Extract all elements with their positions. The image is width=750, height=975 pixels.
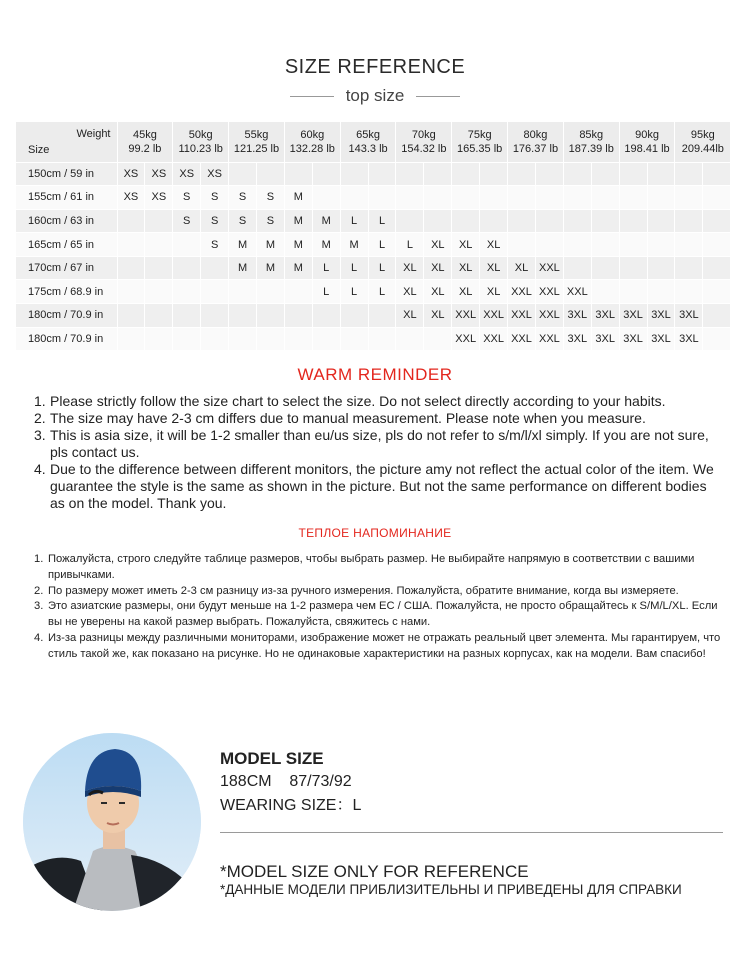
size-cell [452, 162, 480, 186]
size-cell [703, 186, 731, 210]
subtitle-divider-right [416, 96, 460, 97]
size-cell [703, 327, 731, 351]
height-label: 180cm / 70.9 in [16, 304, 117, 328]
size-cell: M [284, 233, 312, 257]
size-cell: L [368, 233, 396, 257]
size-cell [312, 327, 340, 351]
weight-lb: 110.23 lb [178, 142, 223, 155]
table-row [16, 304, 731, 328]
size-cell: XXL [535, 280, 563, 304]
size-cell: XL [424, 280, 452, 304]
weight-kg: 50kg [188, 128, 213, 141]
size-cell [340, 186, 368, 210]
size-cell [508, 209, 536, 233]
size-cell: XS [117, 162, 145, 186]
size-cell [396, 209, 424, 233]
warm-reminder-ru-list [34, 552, 734, 663]
size-cell [201, 280, 229, 304]
size-cell [340, 304, 368, 328]
model-reference-note-ru: *ДАННЫЕ МОДЕЛИ ПРИБЛИЗИТЕЛЬНЫ И ПРИВЕДЕНЫ ДЛЯ СПРАВКИ [220, 882, 682, 897]
size-cell [256, 304, 284, 328]
list-item: 2. The size may have 2-3 cm differs due to manual measurement. Please note when you measure. [34, 410, 646, 426]
size-cell [256, 280, 284, 304]
size-cell [229, 162, 257, 186]
weight-kg: 70kg [411, 128, 436, 141]
size-cell [703, 233, 731, 257]
size-cell [396, 186, 424, 210]
size-cell [647, 280, 675, 304]
size-cell: L [368, 209, 396, 233]
weight-header-cell [563, 122, 619, 162]
list-item: 1. Please strictly follow the size chart to select the size. Do not select directly according to your habits. [34, 393, 666, 409]
size-cell: 3XL [591, 327, 619, 351]
size-cell [647, 233, 675, 257]
size-cell [675, 256, 703, 280]
size-cell: M [312, 233, 340, 257]
size-cell [145, 209, 173, 233]
size-cell [480, 209, 508, 233]
size-cell: XS [201, 162, 229, 186]
height-label: 170cm / 67 in [16, 256, 117, 280]
size-cell: L [368, 280, 396, 304]
size-cell [619, 162, 647, 186]
size-cell: XS [145, 186, 173, 210]
weight-kg: 75kg [467, 128, 492, 141]
weight-lb: 143.3 lb [348, 142, 388, 155]
size-cell: L [396, 233, 424, 257]
size-cell [675, 162, 703, 186]
weight-kg: 85kg [579, 128, 604, 141]
size-cell [312, 186, 340, 210]
weight-lb: 121.25 lb [233, 142, 280, 155]
weight-lb: 99.2 lb [128, 142, 162, 155]
list-item: 3. This is asia size, it will be 1-2 smaller than eu/us size, pls do not refer to s/m/l/xl simply. If you are not sure, pls contact us. [34, 427, 709, 460]
table-corner-cell [16, 122, 117, 162]
size-cell [591, 280, 619, 304]
size-cell [117, 256, 145, 280]
size-cell [312, 304, 340, 328]
size-cell [117, 280, 145, 304]
weight-kg: 95kg [690, 128, 715, 141]
table-row [16, 256, 731, 280]
size-cell: S [201, 233, 229, 257]
size-cell: M [284, 256, 312, 280]
size-cell: L [312, 280, 340, 304]
size-cell: XL [424, 256, 452, 280]
size-cell [591, 233, 619, 257]
size-cell: M [284, 186, 312, 210]
size-cell: S [173, 186, 201, 210]
table-row [16, 209, 731, 233]
size-cell [563, 209, 591, 233]
model-wearing-size: WEARING SIZE：L [220, 797, 362, 814]
size-cell: 3XL [563, 304, 591, 328]
list-item: 1. Пожалуйста, строго следуйте таблице размеров, чтобы выбрать размер. Не выбирайте напрямую в соответствии с вашими привычками. [34, 553, 695, 581]
size-cell [647, 256, 675, 280]
weight-lb: 132.28 lb [289, 142, 335, 155]
size-cell [145, 233, 173, 257]
size-cell: XS [145, 162, 173, 186]
size-cell: XL [424, 233, 452, 257]
size-cell [619, 186, 647, 210]
size-cell: L [368, 256, 396, 280]
size-cell [173, 233, 201, 257]
weight-kg: 60kg [300, 128, 325, 141]
size-cell: 3XL [619, 304, 647, 328]
weight-lb: 176.37 lb [512, 142, 559, 155]
size-cell [424, 327, 452, 351]
size-cell [619, 280, 647, 304]
size-cell [675, 233, 703, 257]
model-size-title: MODEL SIZE [220, 749, 324, 768]
size-cell: L [340, 256, 368, 280]
size-cell: XS [117, 186, 145, 210]
size-cell: 3XL [675, 327, 703, 351]
size-cell: 3XL [591, 304, 619, 328]
size-cell: L [340, 209, 368, 233]
weight-kg: 45kg [132, 128, 157, 141]
size-cell [284, 280, 312, 304]
size-cell [535, 209, 563, 233]
size-cell: S [229, 209, 257, 233]
size-cell: S [256, 186, 284, 210]
weight-header-cell [619, 122, 675, 162]
size-cell [396, 162, 424, 186]
size-cell [535, 233, 563, 257]
size-cell: XXL [535, 256, 563, 280]
size-cell: XS [173, 162, 201, 186]
size-cell [284, 304, 312, 328]
weight-header-label: Weight [76, 128, 111, 140]
size-cell [201, 304, 229, 328]
size-cell [229, 304, 257, 328]
list-item: 4. Из-за разницы между различными мониторами, изображение может не отражать реальный цвет элемента. Мы гарантируем, что стиль такой же, как показано на рисунке. Но не одинаковые характеристики на разных корпусах, как на модели. Вам спасибо! [34, 631, 721, 660]
size-cell [117, 327, 145, 351]
size-cell [368, 162, 396, 186]
weight-lb: 154.32 lb [401, 142, 447, 155]
size-header-label: Size [28, 143, 50, 156]
model-photo [23, 733, 201, 911]
warm-reminder-title: WARM REMINDER [297, 365, 453, 384]
size-cell: XXL [452, 304, 480, 328]
size-cell: M [256, 233, 284, 257]
weight-header-cell [284, 122, 340, 162]
list-item: 3. Это азиатские размеры, они будут меньше на 1-2 размера чем ЕС / США. Пожалуйста, не просто обращайтесь к S/M/L/XL. Если вы не уверены на какой размер выбрать. Пожалуйста, свяжитесь с нами. [34, 600, 718, 629]
size-cell [424, 209, 452, 233]
size-cell: L [312, 256, 340, 280]
size-cell [117, 304, 145, 328]
size-cell: XL [480, 233, 508, 257]
size-cell [340, 162, 368, 186]
size-cell [424, 162, 452, 186]
size-cell [563, 233, 591, 257]
size-cell: S [229, 186, 257, 210]
weight-header-cell [675, 122, 731, 162]
size-cell [675, 209, 703, 233]
size-cell [703, 304, 731, 328]
weight-lb: 209.44lb [681, 142, 724, 155]
weight-header-cell [229, 122, 285, 162]
section-divider [220, 832, 723, 833]
size-cell [256, 162, 284, 186]
size-cell: XXL [535, 327, 563, 351]
size-cell: M [229, 256, 257, 280]
page-subtitle: top size [345, 86, 405, 105]
size-cell [591, 162, 619, 186]
size-cell: XL [508, 256, 536, 280]
size-cell: M [284, 209, 312, 233]
size-cell: XXL [480, 327, 508, 351]
size-cell: XXL [508, 304, 536, 328]
table-row [16, 280, 731, 304]
weight-kg: 55kg [244, 128, 269, 141]
size-cell [591, 186, 619, 210]
size-cell: XL [452, 280, 480, 304]
size-cell [284, 327, 312, 351]
weight-header-cell [452, 122, 508, 162]
size-cell: 3XL [675, 304, 703, 328]
table-row [16, 233, 731, 257]
size-cell [591, 209, 619, 233]
size-cell [312, 162, 340, 186]
size-cell [480, 162, 508, 186]
table-row [16, 327, 731, 351]
size-cell: XL [480, 280, 508, 304]
size-cell: XXL [535, 304, 563, 328]
size-cell [173, 304, 201, 328]
weight-header-cell [173, 122, 229, 162]
size-cell [145, 327, 173, 351]
size-cell: S [201, 209, 229, 233]
size-cell [619, 233, 647, 257]
size-cell [703, 209, 731, 233]
size-cell [619, 209, 647, 233]
weight-kg: 65kg [356, 128, 380, 141]
size-cell [145, 256, 173, 280]
weight-lb: 165.35 lb [457, 142, 503, 155]
size-cell [452, 186, 480, 210]
weight-kg: 80kg [523, 128, 548, 141]
size-cell [480, 186, 508, 210]
size-cell [368, 186, 396, 210]
model-measurements: 188CM 87/73/92 [220, 773, 352, 790]
height-label: 165cm / 65 in [16, 233, 117, 257]
size-cell: M [340, 233, 368, 257]
weight-header-cell [396, 122, 452, 162]
height-label: 150cm / 59 in [16, 162, 117, 186]
size-cell: XL [480, 256, 508, 280]
size-cell [647, 162, 675, 186]
page-title: SIZE REFERENCE [284, 56, 466, 78]
size-cell [647, 209, 675, 233]
size-cell [619, 256, 647, 280]
list-item: 4. Due to the difference between different monitors, the picture amy not reflect the actual color of the item. We guarantee the style is the same as shown in the picture. But not the same performance on different bodies as on the model. Thank you. [34, 461, 714, 511]
size-cell [703, 256, 731, 280]
size-cell [563, 186, 591, 210]
size-cell [452, 209, 480, 233]
size-cell: 3XL [563, 327, 591, 351]
size-cell: S [201, 186, 229, 210]
size-cell: XL [452, 256, 480, 280]
size-cell [368, 304, 396, 328]
height-label: 175cm / 68.9 in [16, 280, 117, 304]
weight-header-cell [340, 122, 396, 162]
size-cell [229, 280, 257, 304]
weight-header-cell [508, 122, 564, 162]
size-cell [563, 256, 591, 280]
size-cell [117, 233, 145, 257]
size-cell [368, 327, 396, 351]
height-label: 180cm / 70.9 in [16, 327, 117, 351]
subtitle-divider-left [290, 96, 334, 97]
size-cell [675, 186, 703, 210]
table-row [16, 186, 731, 210]
size-cell: XL [452, 233, 480, 257]
size-cell: XXL [452, 327, 480, 351]
size-cell [703, 162, 731, 186]
height-label: 160cm / 63 in [16, 209, 117, 233]
weight-lb: 187.39 lb [568, 142, 614, 155]
warm-reminder-list [34, 393, 724, 512]
size-cell [396, 327, 424, 351]
list-item: 2. По размеру может иметь 2-3 см разницу из-за ручного измерения. Пожалуйста, обратите внимание, когда вы измеряете. [34, 584, 679, 597]
size-cell: S [173, 209, 201, 233]
subtitle-row [0, 86, 750, 106]
weight-lb: 198.41 lb [624, 142, 670, 155]
size-cell: XXL [508, 280, 536, 304]
size-cell [508, 186, 536, 210]
size-cell: M [312, 209, 340, 233]
size-cell: XL [424, 304, 452, 328]
weight-header-cell [117, 122, 173, 162]
size-cell [424, 186, 452, 210]
size-cell [535, 186, 563, 210]
size-cell [508, 233, 536, 257]
size-cell: XXL [563, 280, 591, 304]
size-cell [201, 327, 229, 351]
size-cell [117, 209, 145, 233]
size-cell: M [256, 256, 284, 280]
size-cell: 3XL [647, 327, 675, 351]
size-cell [173, 327, 201, 351]
size-cell [675, 280, 703, 304]
size-cell [340, 327, 368, 351]
table-header-row [16, 122, 731, 162]
size-cell: 3XL [619, 327, 647, 351]
warm-reminder-ru-title: ТЕПЛОЕ НАПОМИНАНИЕ [298, 526, 452, 540]
size-cell [145, 304, 173, 328]
size-cell [201, 256, 229, 280]
size-cell: M [229, 233, 257, 257]
table-row [16, 162, 731, 186]
size-cell [229, 327, 257, 351]
size-cell [173, 256, 201, 280]
size-cell: XL [396, 256, 424, 280]
size-cell [563, 162, 591, 186]
weight-kg: 90kg [635, 128, 659, 141]
size-cell: 3XL [647, 304, 675, 328]
size-cell: XL [396, 280, 424, 304]
size-cell: XXL [480, 304, 508, 328]
size-cell [591, 256, 619, 280]
size-cell: XXL [508, 327, 536, 351]
size-cell [535, 162, 563, 186]
size-cell [256, 327, 284, 351]
model-reference-note: *MODEL SIZE ONLY FOR REFERENCE [220, 862, 529, 881]
size-chart-table [16, 122, 731, 351]
size-cell [173, 280, 201, 304]
size-cell: XL [396, 304, 424, 328]
height-label: 155cm / 61 in [16, 186, 117, 210]
size-cell [145, 280, 173, 304]
size-cell [703, 280, 731, 304]
size-cell [284, 162, 312, 186]
size-cell [508, 162, 536, 186]
size-cell [647, 186, 675, 210]
size-cell: S [256, 209, 284, 233]
size-cell: L [340, 280, 368, 304]
